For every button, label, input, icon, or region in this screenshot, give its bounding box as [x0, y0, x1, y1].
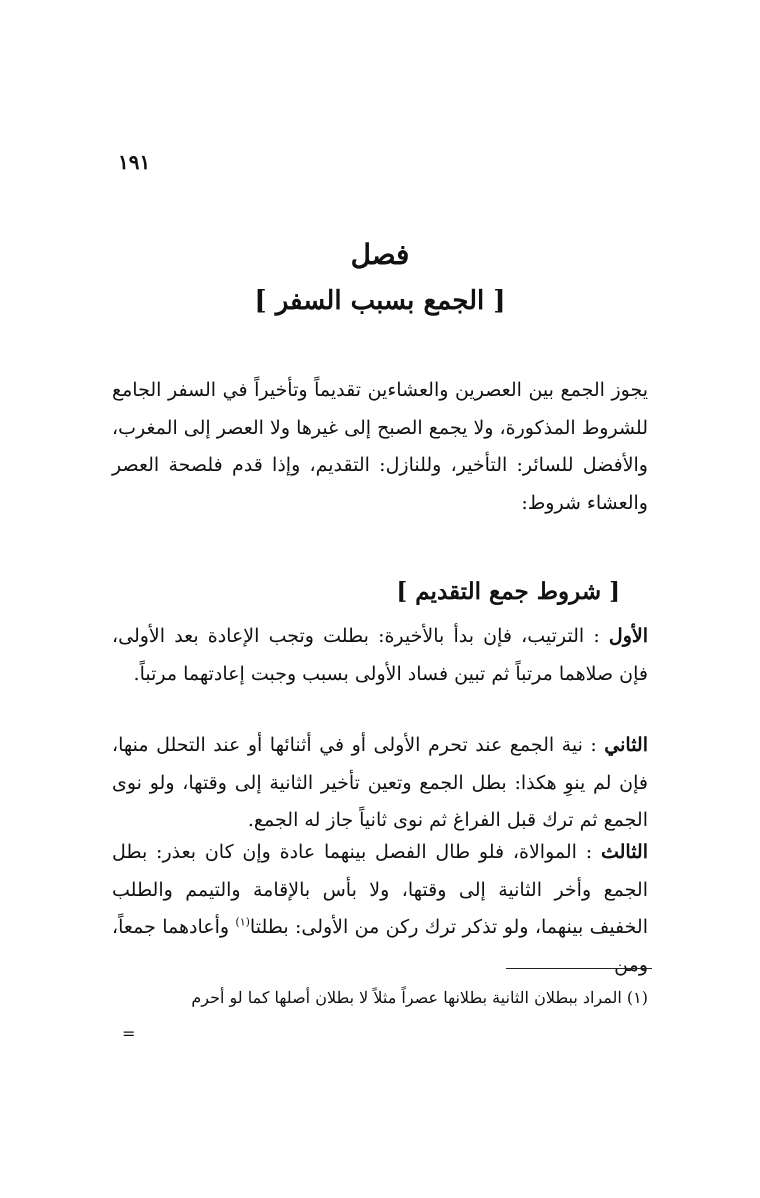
condition-second: [112, 727, 648, 840]
section-heading: [ شروط جمع التقديم ]: [396, 578, 620, 605]
chapter-title: [ الجمع بسبب السفر ]: [254, 286, 506, 316]
condition-second-text: : نية الجمع عند تحرم الأولى أو في أثنائها أو عند التحلل منها، فإن لم ينوِ هكذا: بطل الجمع وتعين تأخير الثانية إلى وقتها، ولو نوى الجمع ثم ترك قبل الفراغ ثم نوى ثانياً جاز له الجمع.: [112, 734, 648, 831]
condition-third-text-continued: وأعادهما جمعاً، ومن: [112, 916, 648, 976]
condition-second-lead: الثاني: [604, 734, 648, 756]
condition-first-lead: الأول: [608, 625, 648, 647]
condition-first: [112, 618, 648, 693]
footnote-reference: (١): [235, 915, 250, 929]
condition-third: [112, 834, 648, 984]
intro-paragraph: يجوز الجمع بين العصرين والعشاءين تقديماً وتأخيراً في السفر الجامع للشروط المذكورة، ولا يجمع الصبح إلى غيرها ولا العصر إلى المغرب، والأفضل للسائر: التأخير، وللنازل: التقديم، وإذا قدم فلصحة العصر والعشاء شروط:: [112, 379, 648, 514]
chapter-heading: فصل: [350, 238, 410, 271]
condition-first-text: : الترتيب، فإن بدأ بالأخيرة: بطلت وتجب الإعادة بعد الأولى، فإن صلاهما مرتباً ثم تبين فساد الأولى بسبب وجبت إعادتهما مرتباً.: [112, 625, 648, 685]
condition-third-lead: الثالث: [600, 841, 648, 863]
page-number: ١٩١: [118, 150, 151, 174]
footnote-continuation-mark: =: [122, 1024, 136, 1043]
condition-third-text: : الموالاة، فلو طال الفصل بينهما عادة وإن كان بعذر: بطل الجمع وأخر الثانية إلى وقتها، ولا بأس بالإقامة والتيمم والطلب الخفيف بينهما، ولو تذكر ترك ركن من الأولى: بطلتا: [112, 841, 648, 938]
footnote-divider: [506, 968, 652, 969]
footnote-text: (١) المراد ببطلان الثانية بطلانها عصراً مثلاً لا بطلان أصلها كما لو أحرم: [191, 988, 648, 1007]
